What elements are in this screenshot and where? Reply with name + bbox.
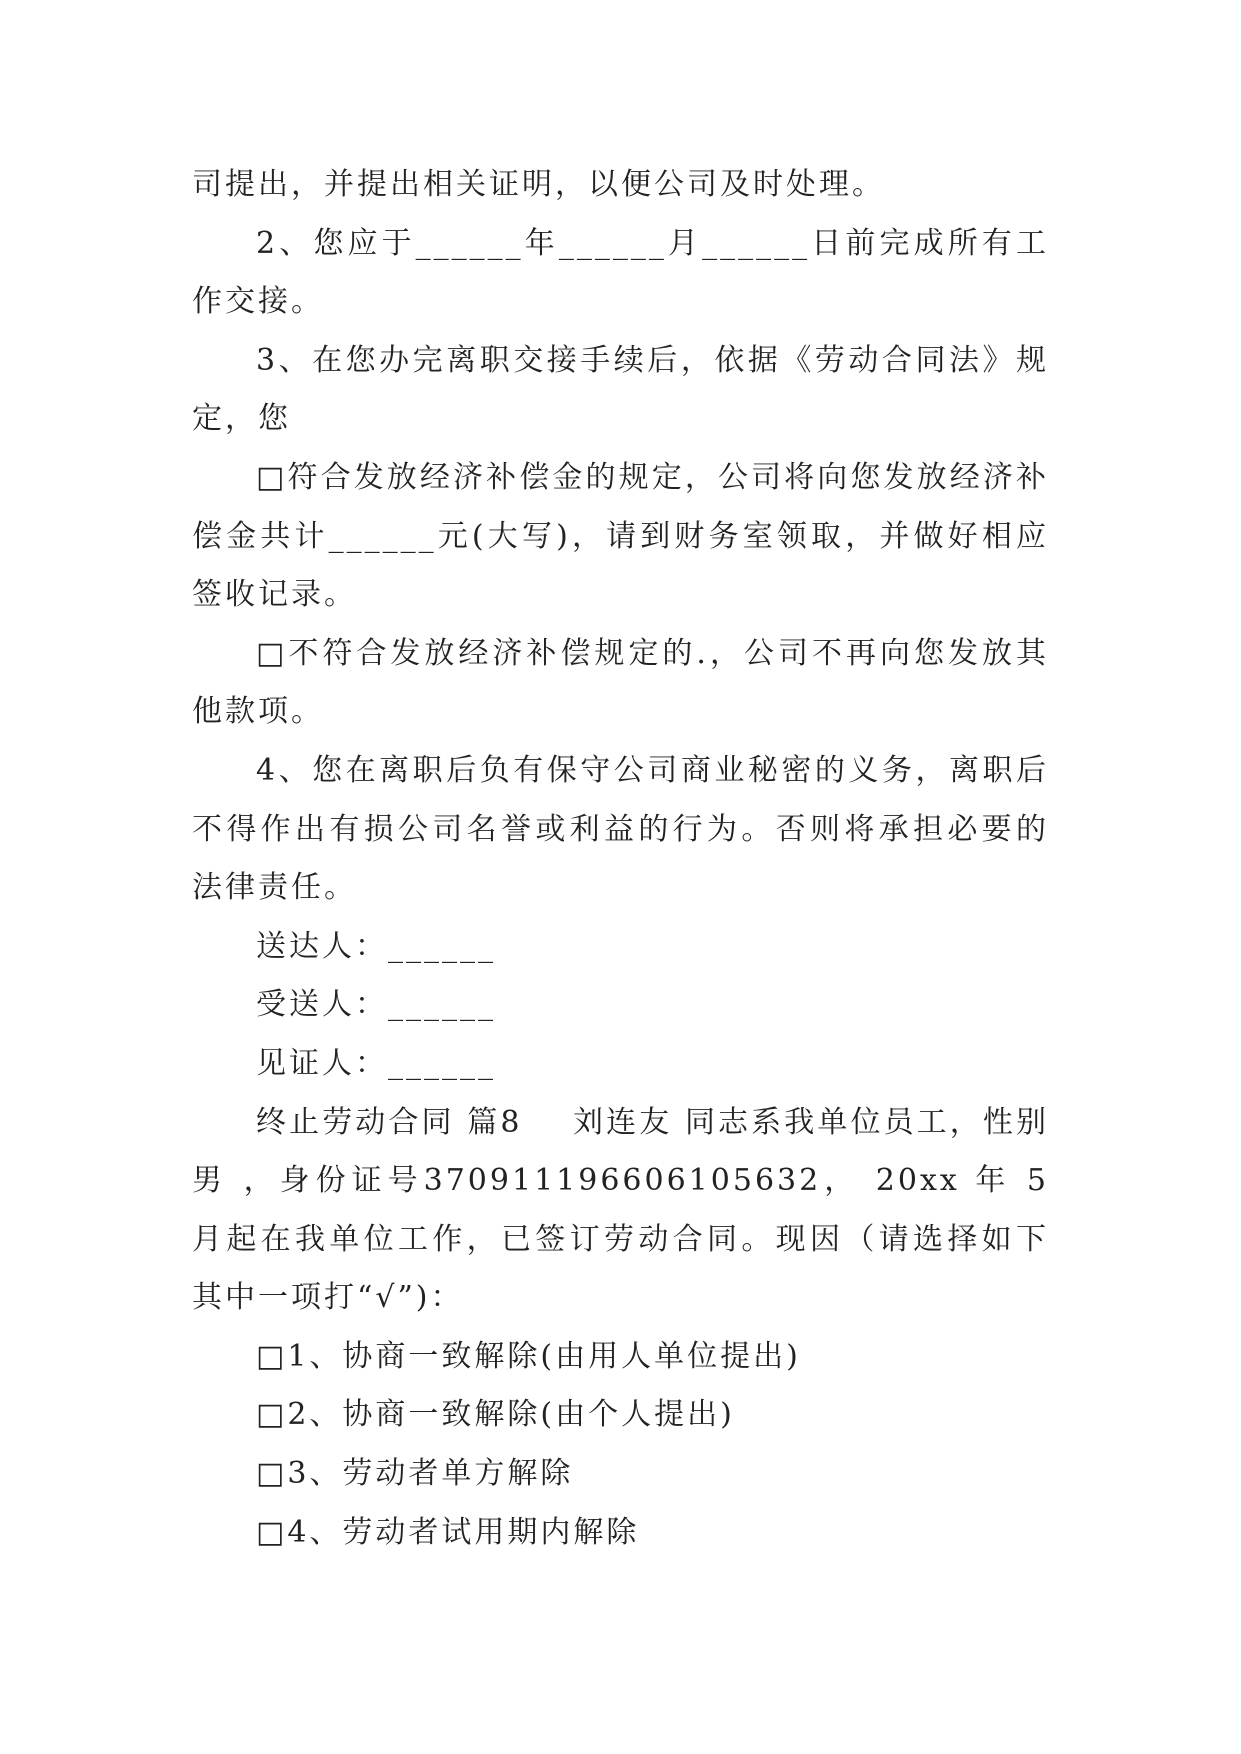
checkbox-option-2: □2、协商一致解除(由个人提出) — [256, 1397, 735, 1433]
checkbox-option-eligible-compensation: □符合发放经济补偿金的规定，公司将向您发放经济补偿金共计______元(大写)，请到财务室领取，并做好相应签收记录。 — [192, 459, 1049, 613]
document-body — [192, 156, 1062, 1562]
checkbox-option-1: □1、协商一致解除(由用人单位提出) — [256, 1338, 801, 1374]
paragraph-item-3-compensation-basis: 3、在您办完离职交接手续后，依据《劳动合同法》规定，您 — [192, 342, 1049, 437]
paragraph-item-4-confidentiality: 4、您在离职后负有保守公司商业秘密的义务，离职后不得作出有损公司名誉或利益的行为。否则将承担必要的法律责任。 — [192, 752, 1049, 906]
checkbox-option-not-eligible: □不符合发放经济补偿规定的.，公司不再向您发放其他款项。 — [192, 635, 1049, 730]
signature-line-deliverer: 送达人：______ — [256, 928, 496, 964]
checkbox-option-3: □3、劳动者单方解除 — [256, 1456, 574, 1492]
signature-line-recipient: 受送人：______ — [256, 987, 496, 1023]
paragraph-continuation: 司提出，并提出相关证明，以便公司及时处理。 — [192, 167, 885, 202]
paragraph-item-2-handover-date: 2、您应于______年______月______日前完成所有工作交接。 — [192, 225, 1049, 320]
checkbox-option-4: □4、劳动者试用期内解除 — [256, 1514, 640, 1550]
signature-line-witness: 见证人：______ — [256, 1045, 496, 1081]
paragraph-section-8-intro: 终止劳动合同 篇8 刘连友 同志系我单位员工，性别 男 ，身份证号370911196606105632， 20xx 年 5 月起在我单位工作，已签订劳动合同。现因（请选择如下其中一项打“√”)： — [192, 1104, 1062, 1316]
